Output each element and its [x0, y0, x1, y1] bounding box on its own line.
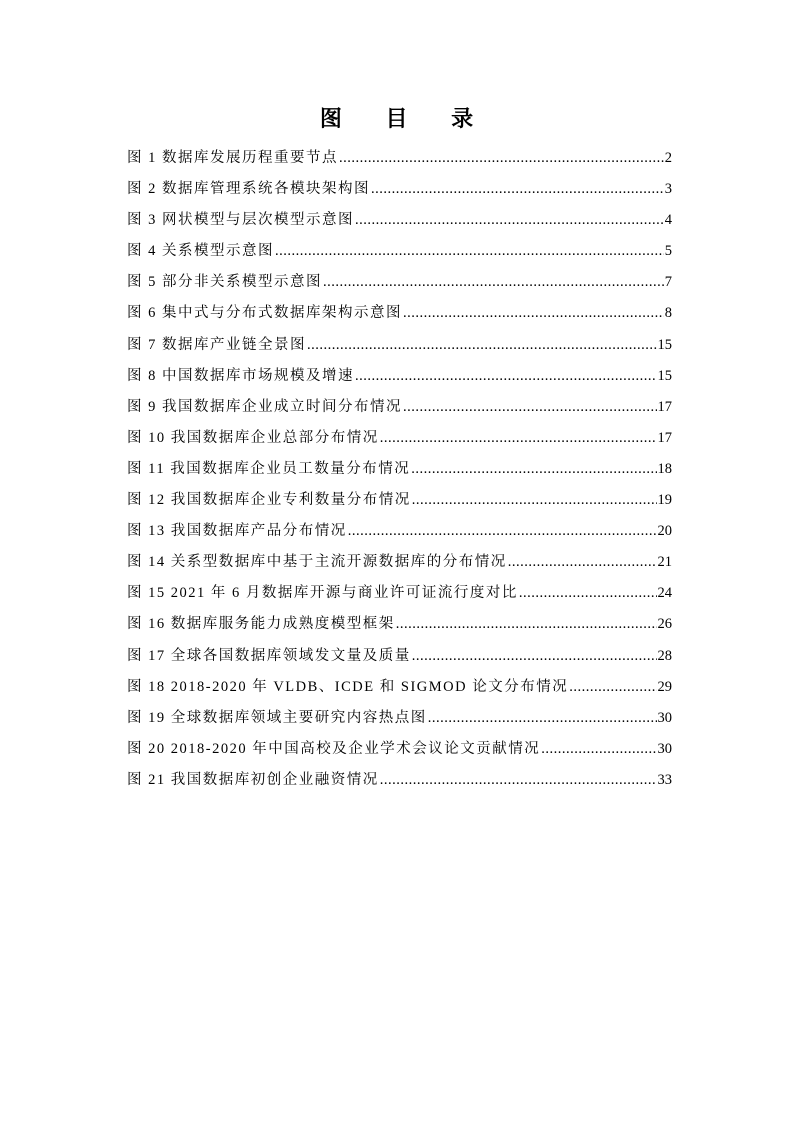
page-title: 图 目 录	[319, 107, 492, 132]
toc-entry-page: 30	[657, 709, 672, 726]
toc-entry[interactable]	[127, 672, 672, 703]
toc-entry-label: 图 13 我国数据库产品分布情况	[127, 523, 347, 540]
toc-entry[interactable]	[127, 703, 672, 734]
toc-entry[interactable]	[127, 298, 672, 329]
toc-entry-label: 图 16 数据库服务能力成熟度模型框架	[127, 616, 395, 633]
toc-entry-page: 17	[657, 429, 672, 446]
toc-entry[interactable]	[127, 205, 672, 236]
toc-entry-page: 18	[657, 460, 672, 477]
toc-entry-label: 图 14 关系型数据库中基于主流开源数据库的分布情况	[127, 554, 507, 571]
dot-leader	[339, 143, 664, 174]
toc-entry[interactable]	[127, 765, 672, 796]
toc-entry[interactable]	[127, 143, 672, 174]
toc-entry[interactable]	[127, 236, 672, 267]
toc-entry-label: 图 20 2018-2020 年中国高校及企业学术会议论文贡献情况	[127, 740, 541, 757]
toc-entry-label: 图 1 数据库发展历程重要节点	[127, 150, 338, 166]
dot-leader	[348, 516, 657, 547]
dot-leader	[275, 236, 664, 267]
toc-entry-page: 8	[664, 305, 672, 322]
toc-entry-page: 30	[657, 740, 672, 757]
toc-entry-label: 图 21 我国数据库初创企业融资情况	[127, 771, 379, 788]
toc-entry-page: 20	[657, 523, 672, 540]
dot-leader	[323, 267, 664, 298]
toc-entry-label: 图 4 关系模型示意图	[127, 243, 274, 260]
dot-leader	[355, 205, 664, 236]
toc-entry[interactable]	[127, 423, 672, 454]
toc-entry-label: 图 12 我国数据库企业专利数量分布情况	[127, 492, 411, 509]
toc-entry-page: 15	[657, 336, 672, 353]
toc-entry-label: 图 9 我国数据库企业成立时间分布情况	[127, 398, 402, 415]
figure-toc	[127, 143, 672, 796]
toc-entry-page: 15	[657, 367, 672, 384]
dot-leader	[396, 609, 657, 640]
dot-leader	[569, 672, 656, 703]
toc-entry[interactable]	[127, 578, 672, 609]
toc-entry[interactable]	[127, 547, 672, 578]
dot-leader	[412, 485, 657, 516]
toc-entry[interactable]	[127, 392, 672, 423]
dot-leader	[403, 392, 657, 423]
toc-entry-page: 33	[657, 771, 672, 788]
toc-entry-page: 5	[664, 243, 672, 260]
toc-entry[interactable]	[127, 174, 672, 205]
dot-leader	[371, 174, 664, 205]
dot-leader	[412, 641, 657, 672]
toc-entry[interactable]	[127, 267, 672, 298]
toc-entry-page: 26	[657, 616, 672, 633]
toc-entry-page: 24	[657, 585, 672, 602]
toc-entry-label: 图 3 网状模型与层次模型示意图	[127, 212, 354, 229]
toc-entry[interactable]	[127, 516, 672, 547]
toc-entry-label: 图 7 数据库产业链全景图	[127, 336, 306, 353]
toc-entry-label: 图 18 2018-2020 年 VLDB、ICDE 和 SIGMOD 论文分布情况	[127, 678, 569, 695]
toc-entry-label: 图 15 2021 年 6 月数据库开源与商业许可证流行度对比	[127, 585, 518, 602]
dot-leader	[428, 703, 657, 734]
dot-leader	[307, 330, 657, 361]
toc-entry-page: 29	[657, 678, 672, 695]
toc-entry-page: 21	[657, 554, 672, 571]
dot-leader	[355, 361, 657, 392]
toc-entry-label: 图 11 我国数据库企业员工数量分布情况	[127, 460, 411, 477]
toc-entry-page: 28	[657, 647, 672, 664]
toc-entry-label: 图 5 部分非关系模型示意图	[127, 274, 322, 291]
toc-entry-label: 图 10 我国数据库企业总部分布情况	[127, 429, 379, 446]
dot-leader	[380, 765, 657, 796]
toc-entry-page: 2	[664, 150, 672, 166]
toc-entry[interactable]	[127, 485, 672, 516]
toc-entry-label: 图 17 全球各国数据库领域发文量及质量	[127, 647, 411, 664]
dot-leader	[508, 547, 657, 578]
toc-entry[interactable]	[127, 609, 672, 640]
toc-entry-page: 3	[664, 181, 672, 198]
dot-leader	[411, 454, 656, 485]
toc-entry[interactable]	[127, 734, 672, 765]
toc-entry[interactable]	[127, 641, 672, 672]
toc-entry[interactable]	[127, 330, 672, 361]
toc-entry-page: 19	[657, 492, 672, 509]
toc-entry-page: 4	[664, 212, 672, 229]
dot-leader	[541, 734, 656, 765]
dot-leader	[519, 578, 657, 609]
toc-entry-label: 图 8 中国数据库市场规模及增速	[127, 367, 354, 384]
toc-entry-label: 图 19 全球数据库领域主要研究内容热点图	[127, 709, 427, 726]
dot-leader	[403, 298, 664, 329]
dot-leader	[380, 423, 657, 454]
toc-entry-page: 7	[664, 274, 672, 291]
toc-entry[interactable]	[127, 361, 672, 392]
toc-entry-page: 17	[657, 398, 672, 415]
toc-entry-label: 图 6 集中式与分布式数据库架构示意图	[127, 305, 402, 322]
toc-entry-label: 图 2 数据库管理系统各模块架构图	[127, 181, 370, 198]
toc-entry[interactable]	[127, 454, 672, 485]
